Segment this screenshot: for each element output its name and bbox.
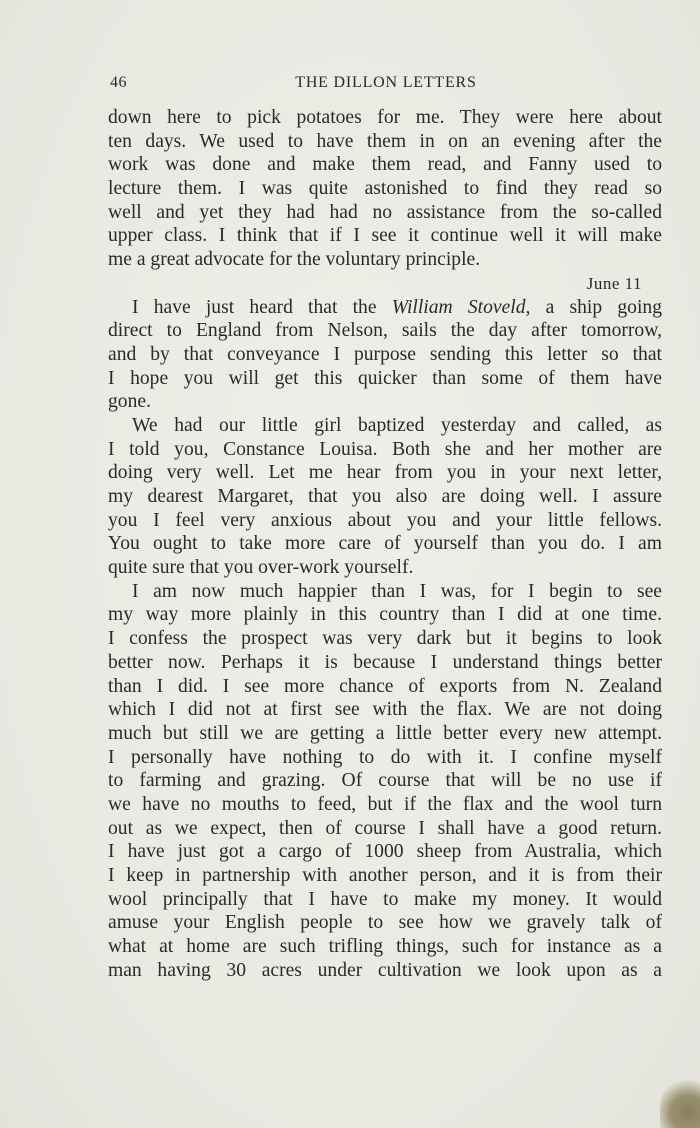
text-line: I confess the prospect was very dark but it begins to look [108, 628, 662, 650]
text-segment: I have just heard that the [132, 296, 377, 318]
text-line: I told you, Constance Louisa. Both she and her mother are [108, 438, 662, 460]
text-line: I hope you will get this quicker than some of them have [108, 367, 662, 389]
text-line: and by that conveyance I purpose sending this letter so that [108, 343, 662, 365]
letter-date: June 11 [586, 273, 642, 293]
text-line: We had our little girl baptized yesterday and called, as [132, 414, 662, 436]
text-line: direct to England from Nelson, sails the day after tomorrow, [108, 320, 662, 342]
running-head [110, 74, 662, 96]
scan-thumb-mark [660, 1078, 700, 1128]
text-line: upper class. I think that if I see it continue well it will make [108, 225, 662, 247]
running-title: THE DILLON LETTERS [295, 74, 477, 91]
text-line: work was done and make them read, and Fanny used to [108, 154, 662, 176]
text-line: you I feel very anxious about you and your little fellows. [108, 509, 662, 531]
text-line: my dearest Margaret, that you also are doing well. I assure [108, 486, 662, 507]
text-line: gone. [108, 391, 151, 413]
text-line: amuse your English people to see how we gravely talk of [108, 912, 662, 934]
text-line: better now. Perhaps it is because I understand things better [108, 651, 662, 673]
page-number: 46 [110, 74, 127, 91]
text-line [108, 296, 662, 320]
text-line: my way more plainly in this country than I did at one time. [108, 604, 662, 626]
text-line: lecture them. I was quite astonished to find they read so [108, 178, 662, 200]
text-line: I am now much happier than I was, for I begin to see [132, 580, 662, 602]
ship-name: William Stoveld, [391, 296, 531, 318]
text-line: well and yet they had had no assistance from the so-called [108, 201, 662, 223]
text-line: man having 30 acres under cultivation we look upon as a [108, 959, 662, 981]
text-line: down here to pick potatoes for me. They were here about [108, 107, 662, 128]
text-segment: a ship going [545, 296, 662, 318]
text-line: out as we expect, then of course I shall have a good return. [108, 817, 662, 839]
text-line: ten days. We used to have them in on an evening after the [108, 130, 662, 152]
text-line: me a great advocate for the voluntary principle. [108, 249, 481, 271]
text-line: to farming and grazing. Of course that will be no use if [108, 770, 662, 792]
text-line: wool principally that I have to make my money. It would [108, 888, 662, 910]
text-line: I keep in partnership with another person, and it is from their [108, 865, 662, 886]
text-line: I have just got a cargo of 1000 sheep from Australia, which [108, 841, 662, 863]
text-line: doing very well. Let me hear from you in your next letter, [108, 462, 662, 484]
text-line: than I did. I see more chance of exports from N. Zealand [108, 675, 662, 697]
text-line: You ought to take more care of yourself than you do. I am [108, 533, 662, 555]
letter-body [108, 106, 662, 982]
text-line: what at home are such trifling things, such for instance as a [108, 936, 662, 958]
text-line: which I did not at first see with the flax. We are not doing [108, 699, 662, 721]
text-line: we have no mouths to feed, but if the flax and the wool turn [108, 793, 662, 815]
text-line: much but still we are getting a little better every new attempt. [108, 722, 662, 744]
text-line: I personally have nothing to do with it. I confine myself [108, 746, 662, 768]
text-line: quite sure that you over-work yourself. [108, 557, 414, 579]
